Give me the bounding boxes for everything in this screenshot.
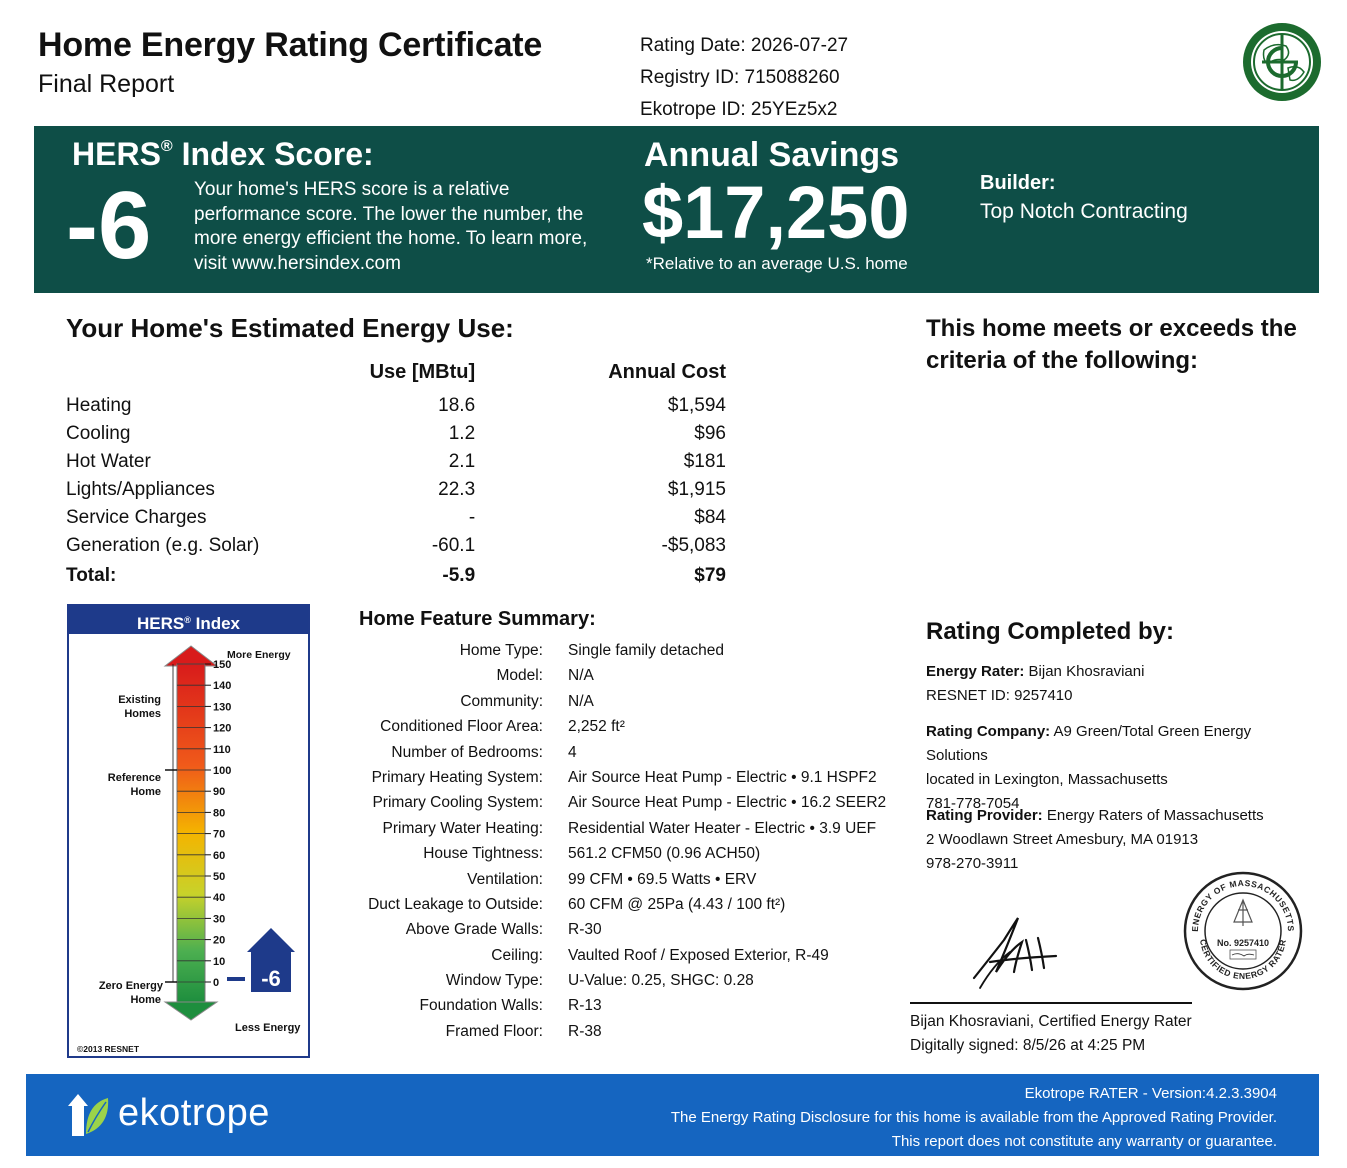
scale-tick-label: 140 xyxy=(213,680,232,693)
energy-use-value: 22.3 xyxy=(438,479,476,500)
company-phone: 781-778-7054 xyxy=(926,795,1020,812)
feature-value: U-Value: 0.25, SHGC: 0.28 xyxy=(568,972,754,990)
rating-company-block xyxy=(926,720,1316,816)
energy-use-label: Lights/Appliances xyxy=(66,479,215,500)
hers-color-bar xyxy=(177,664,205,1002)
energy-cost-value: $96 xyxy=(694,423,726,444)
feature-value: Air Source Heat Pump - Electric • 9.1 HSPF2 xyxy=(568,768,877,786)
resnet-id: RESNET ID: 9257410 xyxy=(926,687,1073,704)
feature-value: Vaulted Roof / Exposed Exterior, R-49 xyxy=(568,946,829,964)
rater-name: Bijan Khosraviani xyxy=(1028,663,1145,680)
signature-block xyxy=(910,1010,1192,1058)
feature-value: N/A xyxy=(568,692,594,710)
less-energy-arrow xyxy=(165,1002,217,1020)
feature-label: Model: xyxy=(496,667,543,685)
feature-label: Primary Water Heating: xyxy=(382,819,543,837)
feature-label: Home Type: xyxy=(459,642,543,659)
feature-value: 2,252 ft² xyxy=(568,718,625,736)
seal-text-top: ENERGY OF MASSACHUSETTS xyxy=(1189,877,1297,932)
feature-label: Ventilation: xyxy=(467,870,543,888)
energy-cost-value: $1,915 xyxy=(667,479,726,500)
energy-use-row xyxy=(66,392,726,420)
score-banner xyxy=(34,126,1319,293)
annual-savings-note: *Relative to an average U.S. home xyxy=(646,254,908,273)
builder-name: Top Notch Contracting xyxy=(980,200,1188,223)
feature-summary-title: Home Feature Summary: xyxy=(359,608,596,630)
certificate-subtitle: Final Report xyxy=(38,70,175,98)
energy-use-label: Cooling xyxy=(66,423,131,444)
feature-label: Ceiling: xyxy=(491,946,543,964)
feature-value: Air Source Heat Pump - Electric • 16.2 SEER2 xyxy=(568,794,887,812)
existing-homes-label: Homes xyxy=(124,708,161,720)
feature-label: Conditioned Floor Area: xyxy=(380,718,543,736)
hers-index-label: HERS® Index Score: xyxy=(72,136,374,172)
ekotrope-leaf-logo-icon xyxy=(66,1090,110,1138)
scale-tick-label: 60 xyxy=(213,849,226,862)
energy-cost-value: -$5,083 xyxy=(661,535,726,556)
rater-label: Energy Rater: xyxy=(926,663,1025,680)
signer-name: Bijan Khosraviani, Certified Energy Rater xyxy=(910,1013,1192,1030)
energy-cost-value: $84 xyxy=(694,507,726,528)
seal-text-bottom: CERTIFIED ENERGY RATER xyxy=(1198,938,1288,982)
energy-cost-value: $181 xyxy=(683,451,726,472)
annual-savings-value: $17,250 xyxy=(642,171,910,254)
criteria-title: This home meets or exceeds the criteria of the following: xyxy=(926,315,1297,374)
energy-rater-block xyxy=(926,660,1316,708)
feature-label: Community: xyxy=(460,692,543,710)
feature-label: Window Type: xyxy=(445,972,543,990)
feature-value: Residential Water Heater - Electric • 3.9 UEF xyxy=(568,819,877,837)
energy-cost-value: $1,594 xyxy=(667,395,726,416)
energy-use-label: Heating xyxy=(66,395,132,416)
provider-phone: 978-270-3911 xyxy=(926,855,1019,872)
seal-number: No. 9257410 xyxy=(1216,938,1270,948)
energy-use-row xyxy=(66,476,726,504)
company-label: Rating Company: xyxy=(926,723,1051,740)
feature-value: R-30 xyxy=(568,921,602,939)
energy-use-row xyxy=(66,504,726,532)
feature-value: R-38 xyxy=(568,1022,602,1040)
software-version: Ekotrope RATER - Version:4.2.3.3904 xyxy=(1024,1085,1277,1102)
ekotrope-id: Ekotrope ID: 25YEz5x2 xyxy=(640,99,838,120)
hers-scale-title: HERS® Index xyxy=(69,606,308,634)
energy-use-row xyxy=(66,448,726,476)
scale-tick-label: 20 xyxy=(213,934,226,947)
energy-use-label: Service Charges xyxy=(66,507,207,528)
energy-use-label: Generation (e.g. Solar) xyxy=(66,535,260,556)
energy-use-value: - xyxy=(468,507,476,528)
feature-label: Framed Floor: xyxy=(445,1022,543,1040)
reference-home-label: Reference xyxy=(107,772,161,784)
scale-tick-label: 150 xyxy=(213,659,232,671)
builder-label: Builder: xyxy=(980,172,1056,194)
ekotrope-brand: ekotrope xyxy=(118,1092,270,1134)
scale-tick-label: 70 xyxy=(213,828,226,841)
feature-value: 561.2 CFM50 (0.96 ACH50) xyxy=(568,845,761,863)
scale-tick-label: 110 xyxy=(213,743,231,756)
less-energy-label: Less Energy xyxy=(235,1022,301,1034)
energy-use-value: 18.6 xyxy=(438,395,476,416)
provider-name: Energy Raters of Massachusetts xyxy=(1046,807,1264,824)
zero-energy-label: Zero Energy xyxy=(98,980,163,992)
scale-tick-label: 90 xyxy=(213,786,226,799)
hers-scale-graphic xyxy=(69,606,309,1056)
existing-homes-label: Existing xyxy=(118,694,161,706)
certificate-ids xyxy=(640,30,848,126)
signed-date: Digitally signed: 8/5/26 at 4:25 PM xyxy=(910,1037,1146,1054)
certified-rater-seal-icon xyxy=(1182,870,1304,992)
hers-index-scale xyxy=(67,604,310,1058)
annual-savings-label: Annual Savings xyxy=(644,136,900,174)
energy-use-value: 2.1 xyxy=(448,451,476,472)
signature-line xyxy=(910,1002,1192,1004)
feature-label: Foundation Walls: xyxy=(419,997,543,1015)
reference-home-label: Home xyxy=(130,786,161,798)
certificate-title: Home Energy Rating Certificate xyxy=(38,26,543,64)
provider-label: Rating Provider: xyxy=(926,807,1043,824)
rater-signature xyxy=(960,900,1070,995)
energy-use-title: Your Home's Estimated Energy Use: xyxy=(66,313,514,343)
feature-label: House Tightness: xyxy=(423,845,543,863)
disclosure-note: The Energy Rating Disclosure for this home is available from the Approved Rating Provider. xyxy=(670,1109,1277,1126)
rating-completed-title: Rating Completed by: xyxy=(926,618,1175,645)
scale-tick-label: 80 xyxy=(213,807,226,820)
scale-tick-label: 30 xyxy=(213,913,226,926)
feature-values xyxy=(568,638,908,1044)
provider-address: 2 Woodlawn Street Amesbury, MA 01913 xyxy=(926,831,1199,848)
feature-value: N/A xyxy=(568,667,594,685)
footer-bar xyxy=(26,1074,1319,1156)
rating-date: Rating Date: 2026-07-27 xyxy=(640,35,849,56)
scale-copyright: ©2013 RESNET xyxy=(77,1044,140,1054)
feature-label: Number of Bedrooms: xyxy=(391,743,543,761)
feature-value: 4 xyxy=(568,743,577,761)
zero-energy-label: Home xyxy=(130,994,161,1006)
feature-value: Single family detached xyxy=(568,642,724,659)
total-cost: $79 xyxy=(694,565,726,586)
feature-label: Primary Cooling System: xyxy=(372,794,543,812)
feature-label: Above Grade Walls: xyxy=(405,921,543,939)
energy-use-value: -60.1 xyxy=(431,535,476,556)
use-column-header: Use [MBtu] xyxy=(369,360,476,383)
scale-tick-label: 50 xyxy=(213,871,226,883)
scale-tick-label: 40 xyxy=(213,892,226,905)
feature-label: Primary Heating System: xyxy=(371,768,543,786)
globe-logo-icon xyxy=(1240,20,1324,104)
footer-text xyxy=(671,1082,1277,1154)
scale-tick-label: 0 xyxy=(213,977,220,989)
registry-id: Registry ID: 715088260 xyxy=(640,67,840,88)
more-energy-label: More Energy xyxy=(227,649,291,661)
company-location: located in Lexington, Massachusetts xyxy=(926,771,1168,788)
hers-score: -6 xyxy=(66,172,152,279)
feature-value: R-13 xyxy=(568,997,602,1015)
energy-use-value: 1.2 xyxy=(448,423,476,444)
score-marker-label: -6 xyxy=(261,966,281,991)
energy-use-row xyxy=(66,420,726,448)
feature-value: 99 CFM • 69.5 Watts • ERV xyxy=(568,870,757,888)
feature-labels xyxy=(300,638,543,1044)
scale-tick-label: 120 xyxy=(213,722,232,735)
company-name: A9 Green/Total Green Energy Solutions xyxy=(926,723,1252,764)
scale-tick-label: 130 xyxy=(213,701,232,714)
more-energy-arrow xyxy=(165,646,217,666)
scale-tick-label: 10 xyxy=(213,955,226,968)
energy-use-label: Hot Water xyxy=(66,451,151,472)
total-label: Total: xyxy=(66,565,117,586)
feature-value: 60 CFM @ 25Pa (4.43 / 100 ft²) xyxy=(568,895,786,913)
warranty-note: This report does not constitute any warranty or guarantee. xyxy=(891,1133,1277,1150)
energy-use-table xyxy=(66,356,726,588)
cost-column-header: Annual Cost xyxy=(608,360,726,383)
feature-label: Duct Leakage to Outside: xyxy=(368,895,543,913)
hers-description: Your home's HERS score is a relative performance score. The lower the number, the more energy efficient the home. To learn more, visit www.hersindex.com xyxy=(194,179,588,274)
scale-tick-label: 100 xyxy=(213,765,232,777)
energy-use-total-row xyxy=(66,560,726,588)
total-use: -5.9 xyxy=(442,565,476,586)
energy-use-row xyxy=(66,532,726,560)
rating-provider-block xyxy=(926,804,1316,876)
